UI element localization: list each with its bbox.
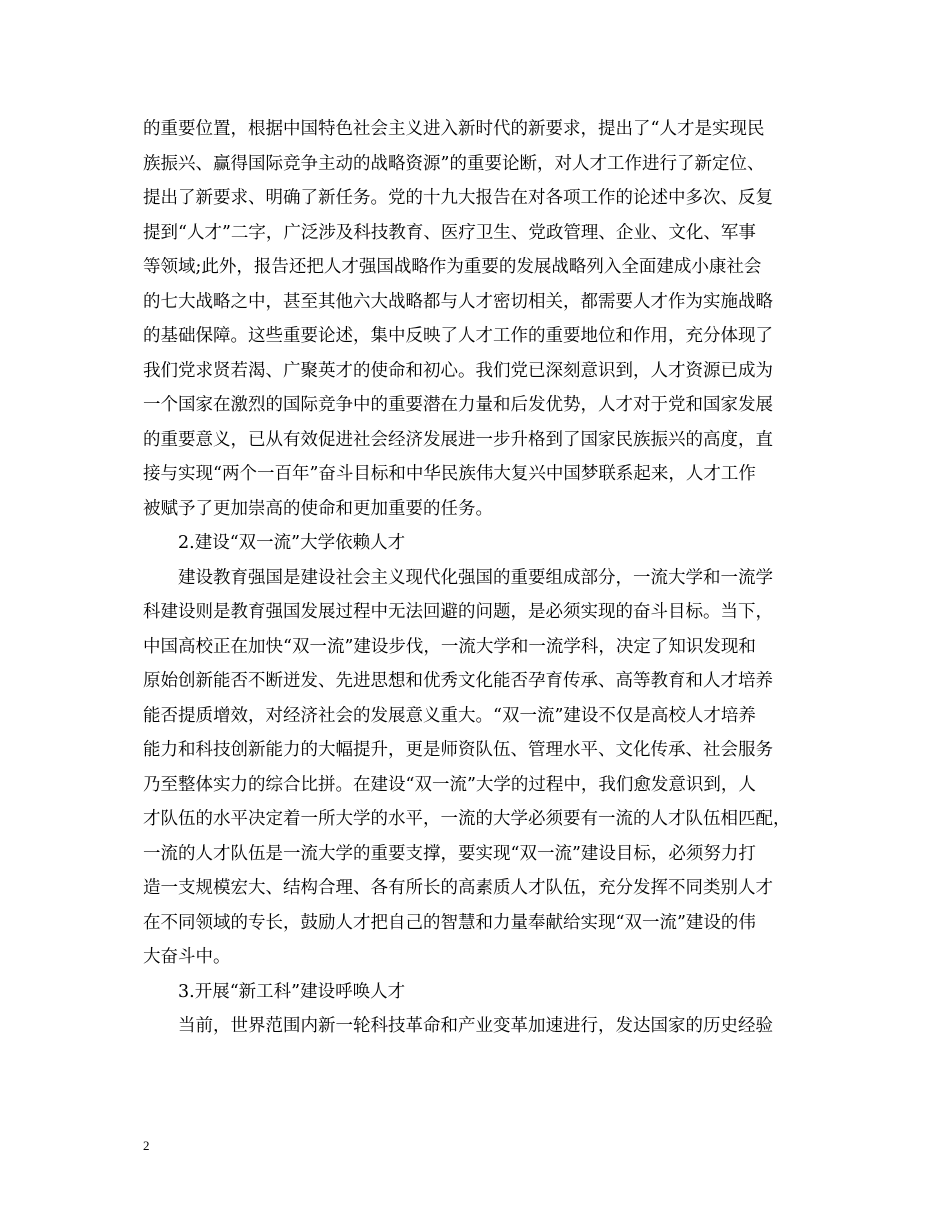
text-line: 乃至整体实力的综合比拼。在建设“双一流”大学的过程中，我们愈发意识到，人 <box>143 774 756 795</box>
text-line: 我们党求贤若渴、广聚英才的使命和初心。我们党已深刻意识到，人才资源已成为 <box>143 360 773 381</box>
text-line: 接与实现“两个一百年”奋斗目标和中华民族伟大复兴中国梦联系起来，人才工作 <box>143 464 756 484</box>
text-line: 当前，世界范围内新一轮科技革命和产业变革加速进行，发达国家的历史经验 <box>178 1016 773 1036</box>
text-line: 能否提质增效，对经济社会的发展意义重大。“双一流”建设不仅是高校人才培养 <box>143 705 756 726</box>
text-line: 一个国家在激烈的国际竞争中的重要潜在力量和后发优势，人才对于党和国家发展 <box>143 395 773 415</box>
text-line: 在不同领域的专长，鼓励人才把自己的智慧和力量奉献给实现“双一流”建设的伟 <box>143 912 756 933</box>
text-line: 科建设则是教育强国发展过程中无法回避的问题，是必须实现的奋斗目标。当下， <box>143 602 773 622</box>
text-line: 造一支规模宏大、结构合理、各有所长的高素质人才队伍，充分发挥不同类别人才 <box>143 878 773 898</box>
text-line: 的重要位置，根据中国特色社会主义进入新时代的新要求，提出了“人才是实现民 <box>143 119 765 139</box>
text-line: 一流的人才队伍是一流大学的重要支撑，要实现“双一流”建设目标，必须努力打 <box>143 843 756 864</box>
text-line: 建设教育强国是建设社会主义现代化强国的重要组成部分，一流大学和一流学 <box>178 567 773 588</box>
paragraph-new-engineering <box>143 1009 823 1044</box>
text-line: 的重要意义，已从有效促进社会经济发展进一步升格到了国家民族振兴的高度，直 <box>143 429 773 450</box>
text-line: 2.建设“双一流”大学依赖人才 <box>178 533 406 553</box>
paragraph-double-first-class <box>143 561 823 975</box>
text-line: 的七大战略之中，甚至其他六大战略都与人才密切相关，都需要人才作为实施战略 <box>143 291 773 312</box>
text-line: 才队伍的水平决定着一所大学的水平，一流的大学必须要有一流的人才队伍相匹配， <box>143 809 791 829</box>
text-line: 提出了新要求、明确了新任务。党的十九大报告在对各项工作的论述中多次、反复 <box>143 188 773 208</box>
text-line: 的基础保障。这些重要论述，集中反映了人才工作的重要地位和作用，充分体现了 <box>143 326 773 346</box>
text-line: 原始创新能否不断迸发、先进思想和优秀文化能否孕育传承、高等教育和人才培养 <box>143 671 773 691</box>
page-number: 2 <box>143 1138 150 1153</box>
text-line: 被赋予了更加崇高的使命和更加重要的任务。 <box>143 498 493 519</box>
paragraph-talent-importance <box>143 112 823 526</box>
text-line: 等领域;此外，报告还把人才强国战略作为重要的发展战略列入全面建成小康社会 <box>143 257 762 277</box>
text-line: 中国高校正在加快“双一流”建设步伐，一流大学和一流学科，决定了知识发现和 <box>143 636 756 657</box>
text-line: 大奋斗中。 <box>143 947 231 967</box>
text-line: 能力和科技创新能力的大幅提升，更是师资队伍、管理水平、文化传承、社会服务 <box>143 740 773 760</box>
heading-double-first-class <box>143 526 823 561</box>
text-line: 3.开展“新工科”建设呼唤人才 <box>178 981 406 1002</box>
heading-new-engineering <box>143 975 823 1010</box>
text-line: 族振兴、赢得国际竞争主动的战略资源”的重要论断，对人才工作进行了新定位、 <box>143 153 765 174</box>
text-line: 提到“人才”二字，广泛涉及科技教育、医疗卫生、党政管理、企业、文化、军事 <box>143 222 756 243</box>
document-body <box>143 112 823 1044</box>
